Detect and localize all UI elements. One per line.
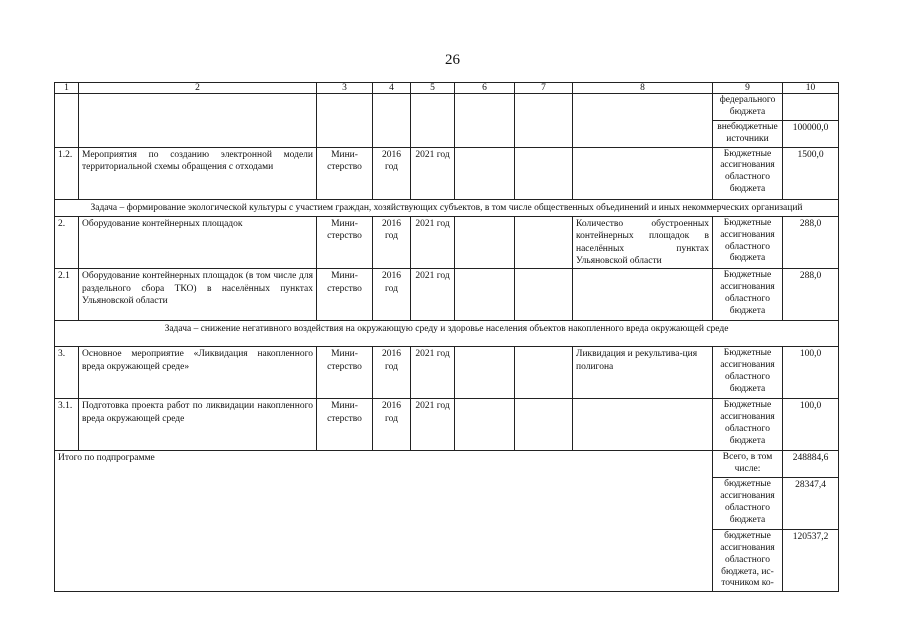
column-number: 4 [373, 83, 411, 94]
column-number: 2 [79, 83, 317, 94]
funding-source: бюджетные ассигнования областного бюджета [713, 477, 783, 529]
amount: 100,0 [783, 347, 839, 399]
start-year: 2016 год [373, 399, 411, 451]
funding-source: внебюджетные источники [713, 120, 783, 147]
row-number: 3. [55, 347, 79, 399]
start-year: 2016 год [373, 216, 411, 268]
end-year: 2021 год [411, 216, 455, 268]
indicator [573, 399, 713, 451]
funding-source: Бюджетные ассигнования областного бюджета [713, 147, 783, 199]
program-table [54, 82, 839, 592]
amount: 28347,4 [783, 477, 839, 529]
amount: 248884,6 [783, 451, 839, 478]
amount: 288,0 [783, 269, 839, 321]
funding-source: Всего, в том числе: [713, 451, 783, 478]
end-year: 2021 год [411, 269, 455, 321]
table-row [55, 347, 839, 399]
row-number: 1.2. [55, 147, 79, 199]
executor: Мини-стерство [317, 347, 373, 399]
indicator: Ликвидация и рекультива-ция полигона [573, 347, 713, 399]
total-label: Итого по подпрограмме [55, 451, 713, 592]
indicator: Количество обустроенных контейнерных площадок в населённых пунктах Ульяновской области [573, 216, 713, 268]
executor: Мини-стерство [317, 269, 373, 321]
activity-name: Оборудование контейнерных площадок [79, 216, 317, 268]
table-row [55, 216, 839, 268]
total-row [55, 451, 839, 478]
funding-source: Бюджетные ассигнования областного бюджета [713, 347, 783, 399]
task-row [55, 199, 839, 216]
funding-source: бюджетные ассигнования областного бюджета, ис-точником ко- [713, 529, 783, 591]
column-number: 6 [455, 83, 515, 94]
row-number: 2. [55, 216, 79, 268]
amount: 288,0 [783, 216, 839, 268]
funding-source: Бюджетные ассигнования областного бюджета [713, 216, 783, 268]
funding-source: Бюджетные ассигнования областного бюджета [713, 269, 783, 321]
executor: Мини-стерство [317, 147, 373, 199]
column-number: 7 [515, 83, 573, 94]
start-year: 2016 год [373, 147, 411, 199]
funding-source: Бюджетные ассигнования областного бюджета [713, 399, 783, 451]
table-row [55, 399, 839, 451]
start-year: 2016 год [373, 347, 411, 399]
activity-name: Подготовка проекта работ по ликвидации накопленного вреда окружающей среде [79, 399, 317, 451]
indicator [573, 269, 713, 321]
row-number: 3.1. [55, 399, 79, 451]
end-year: 2021 год [411, 347, 455, 399]
column-number-row [55, 83, 839, 94]
amount: 1500,0 [783, 147, 839, 199]
table-row [55, 147, 839, 199]
column-number: 3 [317, 83, 373, 94]
indicator [573, 147, 713, 199]
start-year: 2016 год [373, 269, 411, 321]
table-row [55, 269, 839, 321]
executor: Мини-стерство [317, 216, 373, 268]
funding-source: федерального бюджета [713, 94, 783, 121]
amount: 100,0 [783, 399, 839, 451]
column-number: 1 [55, 83, 79, 94]
activity-name: Основное мероприятие «Ликвидация накопленного вреда окружающей среде» [79, 347, 317, 399]
column-number: 8 [573, 83, 713, 94]
amount: 120537,2 [783, 529, 839, 591]
column-number: 9 [713, 83, 783, 94]
end-year: 2021 год [411, 399, 455, 451]
amount: 100000,0 [783, 120, 839, 147]
executor: Мини-стерство [317, 399, 373, 451]
row-number: 2.1 [55, 269, 79, 321]
table-row [55, 94, 839, 121]
activity-name: Мероприятия по созданию электронной модели территориальной схемы обращения с отходами [79, 147, 317, 199]
end-year: 2021 год [411, 147, 455, 199]
activity-name: Оборудование контейнерных площадок (в том числе для раздельного сбора ТКО) в населённых пунктах Ульяновской области [79, 269, 317, 321]
column-number: 5 [411, 83, 455, 94]
task-heading: Задача – снижение негативного воздействия на окружающую среду и здоровье населения объектов накопленного вреда окружающей среде [55, 321, 839, 347]
task-heading: Задача – формирование экологической культуры с участием граждан, хозяйствующих субъектов, в том числе общественных объединений и иных некоммерческих организаций [55, 199, 839, 216]
page-number: 26 [445, 52, 460, 68]
column-number: 10 [783, 83, 839, 94]
task-row [55, 321, 839, 347]
